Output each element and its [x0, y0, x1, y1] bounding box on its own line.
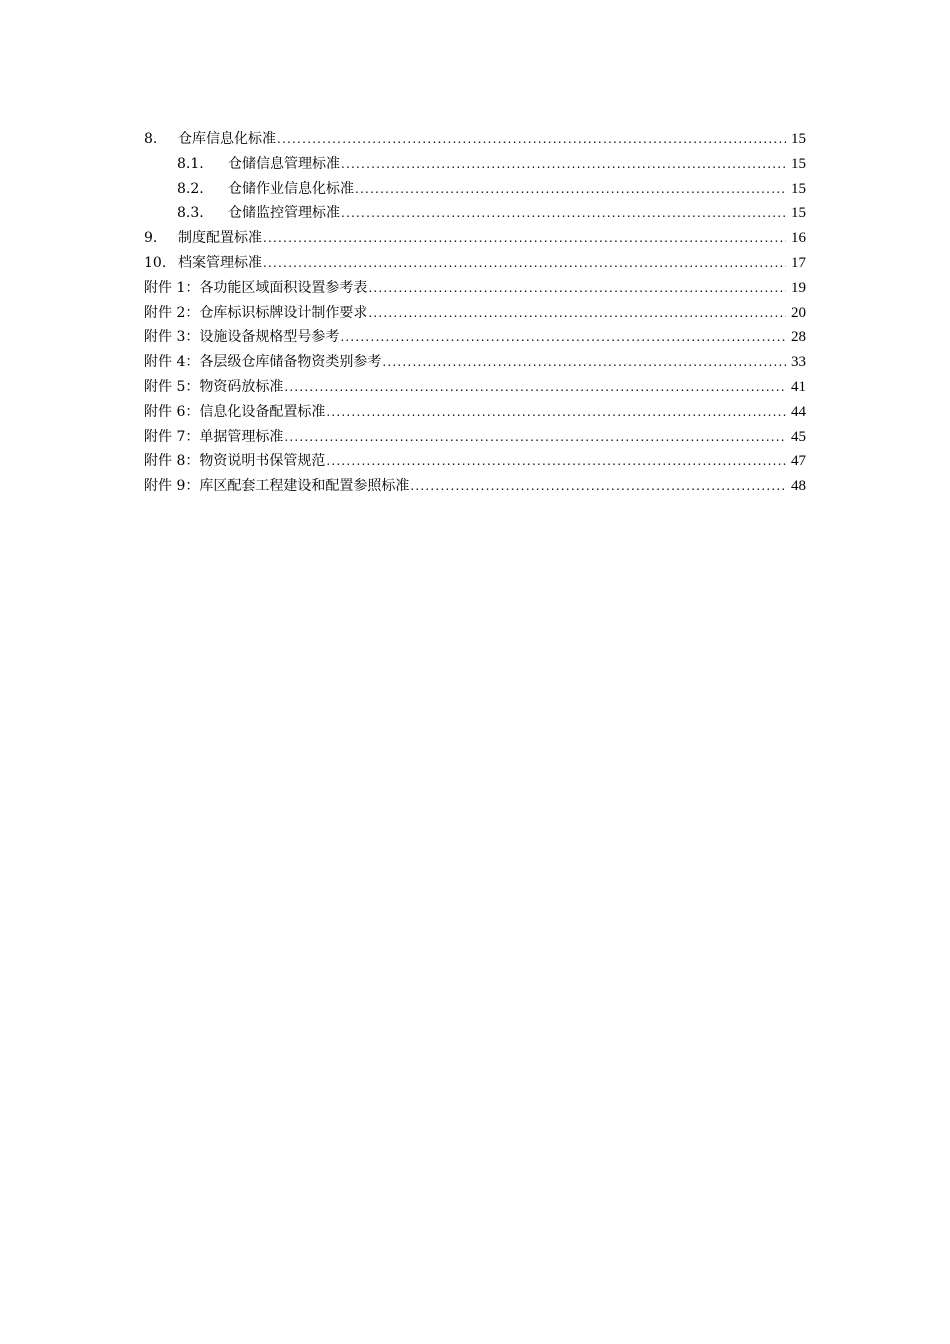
toc-entry-title: 附件 6：信息化设备配置标准: [144, 403, 326, 420]
dot-leader: [341, 201, 786, 226]
toc-entry-title: 仓储作业信息化标准: [228, 180, 354, 197]
toc-entry-number: 8.3.: [177, 205, 204, 222]
toc-entry-page: 47: [791, 453, 806, 470]
toc-entry-number: 8.: [144, 131, 158, 147]
toc-entry-page: 15: [791, 205, 806, 222]
toc-entry-appendix-4[interactable]: [144, 350, 806, 375]
toc-entry-page: 16: [791, 230, 806, 247]
toc-entry-appendix-8[interactable]: [144, 449, 806, 474]
dot-leader: [284, 425, 786, 450]
toc-entry-10[interactable]: [144, 251, 806, 276]
toc-entry-appendix-5[interactable]: [144, 375, 806, 400]
toc-entry-number: 8.2.: [177, 180, 204, 197]
toc-entry-page: 33: [791, 354, 806, 371]
toc-entry-number: 8.1.: [177, 155, 204, 172]
toc-entry-page: 44: [791, 403, 806, 420]
toc-entry-appendix-7[interactable]: [144, 425, 806, 450]
toc-entry-title: 仓储信息管理标准: [228, 155, 340, 172]
toc-entry-title: 附件 2：仓库标识标牌设计制作要求: [144, 304, 368, 321]
toc-entry-title: 附件 4：各层级仓库储备物资类别参考: [144, 354, 382, 371]
dot-leader: [382, 350, 786, 375]
toc-entry-title: 附件 9：库区配套工程建设和配置参照标准: [144, 478, 410, 495]
toc-entry-title: 附件 7：单据管理标准: [144, 428, 284, 445]
toc-entry-page: 19: [791, 279, 806, 296]
table-of-contents: [144, 127, 806, 499]
toc-entry-page: 28: [791, 329, 806, 346]
toc-entry-number: 9.: [144, 230, 158, 247]
dot-leader: [340, 325, 786, 350]
dot-leader: [263, 251, 786, 276]
toc-entry-page: 15: [791, 131, 806, 147]
toc-entry-page: 45: [791, 428, 806, 445]
toc-entry-page: 17: [791, 254, 806, 271]
dot-leader: [368, 301, 786, 326]
toc-entry-number: 10.: [144, 254, 167, 271]
toc-entry-page: 15: [791, 180, 806, 197]
toc-entry-page: 15: [791, 155, 806, 172]
dot-leader: [277, 127, 786, 152]
toc-entry-appendix-9[interactable]: [144, 474, 806, 499]
toc-entry-appendix-6[interactable]: [144, 400, 806, 425]
toc-entry-8-2[interactable]: [144, 177, 806, 202]
toc-entry-9[interactable]: [144, 226, 806, 251]
toc-entry-8-1[interactable]: [144, 152, 806, 177]
dot-leader: [368, 276, 786, 301]
dot-leader: [326, 400, 786, 425]
toc-entry-title: 附件 1：各功能区域面积设置参考表: [144, 279, 368, 296]
toc-entry-page: 48: [791, 478, 806, 495]
toc-entry-appendix-1[interactable]: [144, 276, 806, 301]
dot-leader: [410, 474, 786, 499]
toc-entry-appendix-2[interactable]: [144, 301, 806, 326]
toc-entry-title: 档案管理标准: [178, 254, 262, 271]
toc-entry-page: 20: [791, 304, 806, 321]
toc-entry-title: 仓储监控管理标准: [228, 205, 340, 222]
toc-entry-title: 附件 5：物资码放标准: [144, 378, 284, 395]
toc-entry-title: 制度配置标准: [178, 230, 262, 247]
toc-entry-8-3[interactable]: [144, 201, 806, 226]
dot-leader: [341, 152, 786, 177]
toc-entry-title: 仓库信息化标准: [178, 131, 276, 147]
toc-entry-appendix-3[interactable]: [144, 325, 806, 350]
dot-leader: [326, 449, 786, 474]
toc-entry-page: 41: [791, 378, 806, 395]
toc-entry-title: 附件 8：物资说明书保管规范: [144, 453, 326, 470]
dot-leader: [355, 177, 786, 202]
dot-leader: [263, 226, 786, 251]
toc-entry-title: 附件 3：设施设备规格型号参考: [144, 329, 340, 346]
toc-entry-8[interactable]: [144, 127, 806, 152]
dot-leader: [284, 375, 786, 400]
